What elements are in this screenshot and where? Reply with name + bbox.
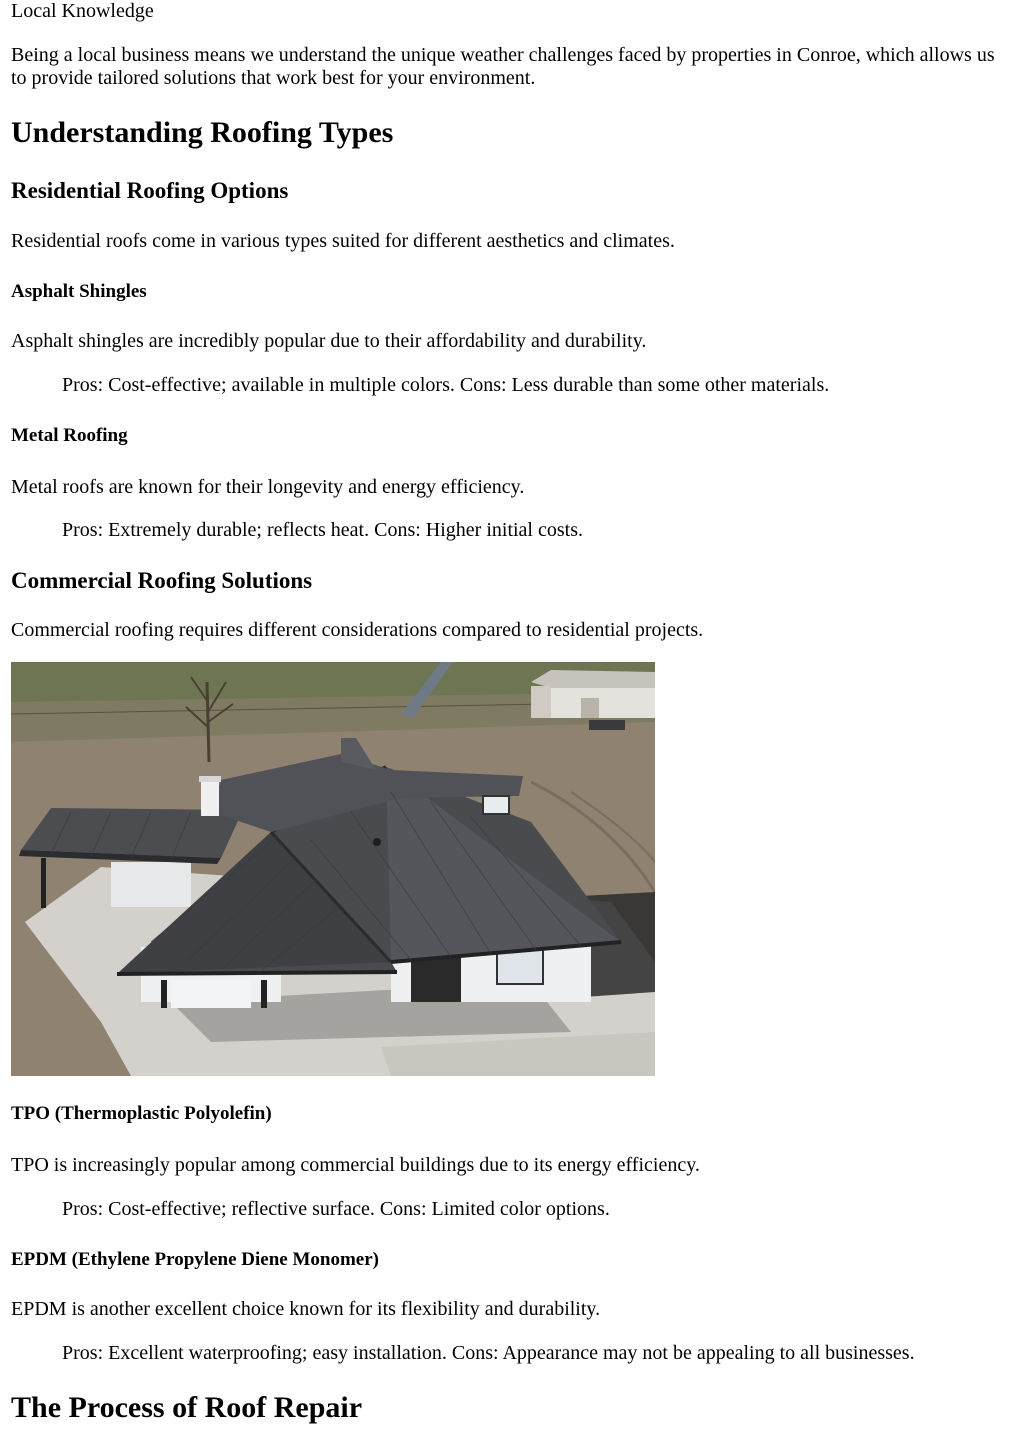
asphalt-heading: Asphalt Shingles <box>11 281 147 302</box>
metal-heading: Metal Roofing <box>11 425 128 446</box>
tpo-pros-cons: Pros: Cost-effective; reflective surface. Cons: Limited color options. <box>62 1198 610 1220</box>
local-knowledge-text: Being a local business means we understand the unique weather challenges faced by properties in Conroe, which allows us to provide tailored solutions that work best for your environment. <box>11 44 995 89</box>
repair-process-heading: The Process of Roof Repair <box>11 1391 363 1424</box>
residential-heading: Residential Roofing Options <box>11 178 289 203</box>
metal-roof-house-photo <box>11 662 655 1076</box>
epdm-heading: EPDM (Ethylene Propylene Diene Monomer) <box>11 1249 379 1270</box>
asphalt-text: Asphalt shingles are incredibly popular due to their affordability and durability. <box>11 330 647 352</box>
commercial-heading: Commercial Roofing Solutions <box>11 568 313 593</box>
residential-intro: Residential roofs come in various types suited for different aesthetics and climates. <box>11 230 675 252</box>
asphalt-pros-cons: Pros: Cost-effective; available in multiple colors. Cons: Less durable than some other materials. <box>62 374 830 396</box>
roofing-types-heading: Understanding Roofing Types <box>11 116 394 149</box>
epdm-text: EPDM is another excellent choice known for its flexibility and durability. <box>11 1298 601 1320</box>
local-knowledge-label: Local Knowledge <box>11 0 154 22</box>
tpo-heading: TPO (Thermoplastic Polyolefin) <box>11 1103 272 1124</box>
metal-pros-cons: Pros: Extremely durable; reflects heat. Cons: Higher initial costs. <box>62 519 583 541</box>
epdm-pros-cons: Pros: Excellent waterproofing; easy installation. Cons: Appearance may not be appealing to all businesses. <box>62 1342 915 1364</box>
metal-text: Metal roofs are known for their longevity and energy efficiency. <box>11 476 525 498</box>
tpo-text: TPO is increasingly popular among commercial buildings due to its energy efficiency. <box>11 1154 700 1176</box>
commercial-intro: Commercial roofing requires different considerations compared to residential projects. <box>11 619 704 641</box>
